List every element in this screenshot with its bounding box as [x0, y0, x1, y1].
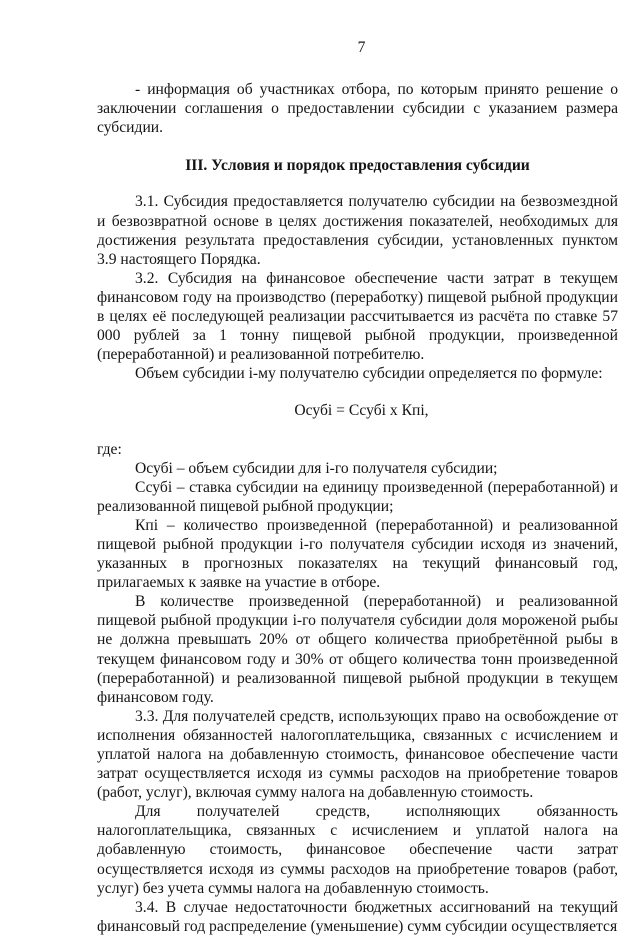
paragraph-3-3: 3.3. Для получателей средств, использующих право на освобождение от исполнения обязанностей налогоплательщика, связанных с исчислением и уплатой налога на добавленную стоимость, финансовое обеспечение части затрат осуществляется исходя из суммы расходов на приобретение товаров (работ, услуг), включая сумму налога на добавленную стоимость. [97, 707, 618, 802]
frozen-fish-paragraph: В количестве произведенной (переработанной) и реализованной пищевой рыбной продукции i-го получателя субсидии доля мороженой рыбы не должна превышать 20% от общего количества приобретённой рыбы в текущем финансовом году и 30% от общего количества тонн произведенной (переработанной) и реализованной пищевой рыбной продукции в текущем финансовом году. [97, 593, 618, 706]
definition-kp: Кпі – количество произведенной (переработанной) и реализованной пищевой рыбной продукции i-го получателя субсидии исходя из значений, указанных в прогнозных показателях на текущий финансовый год, прилагаемых к заявке на участие в отборе. [97, 516, 618, 592]
intro-list-item: - информация об участниках отбора, по которым принято решение о заключении соглашения о предоставлении субсидии с указанием размера субсидии. [97, 81, 618, 137]
vat-payers-paragraph: Для получателей средств, исполняющих обязанность налогоплательщика, связанных с исчислением и уплатой налога на добавленную стоимость, финансовое обеспечение части затрат осуществляется исходя из суммы расходов на приобретение товаров (работ, услуг) без учета суммы налога на добавленную стоимость. [97, 803, 618, 897]
page-number: 7 [357, 39, 366, 56]
definition-ssub: Ссубі – ставка субсидии на единицу произведенной (переработанной) и реализованной пищевой рыбной продукции; [97, 478, 618, 515]
paragraph-3-1: 3.1. Субсидия предоставляется получателю субсидии на безвозмездной и безвозвратной основе в целях достижения показателей, необходимых для достижения результата предоставления субсидии, установленных пунктом 3.9 настоящего Порядка. [97, 193, 618, 268]
volume-formula-intro: Объем субсидии i-му получателю субсидии определяется по формуле: [135, 365, 603, 383]
section-title: III. Условия и порядок предоставления субсидии [185, 157, 530, 175]
where-label: где: [97, 440, 122, 458]
paragraph-3-2: 3.2. Субсидия на финансовое обеспечение части затрат в текущем финансовом году на производство (переработку) пищевой рыбной продукции в целях её последующей реализации рассчитывается из расчёта по ставке 57 000 рублей за 1 тонну пищевой рыбной продукции, произведенной (переработанной) и реализованной потребителю. [97, 269, 618, 364]
definition-osub: Осубі – объем субсидии для i-го получателя субсидии; [135, 459, 498, 477]
subsidy-formula: Осубі = Ссубі x Кпі, [294, 402, 429, 420]
paragraph-3-4: 3.4. В случае недостаточности бюджетных ассигнований на текущий финансовый год распределение (уменьшение) сумм субсидии осуществляется [97, 898, 618, 935]
